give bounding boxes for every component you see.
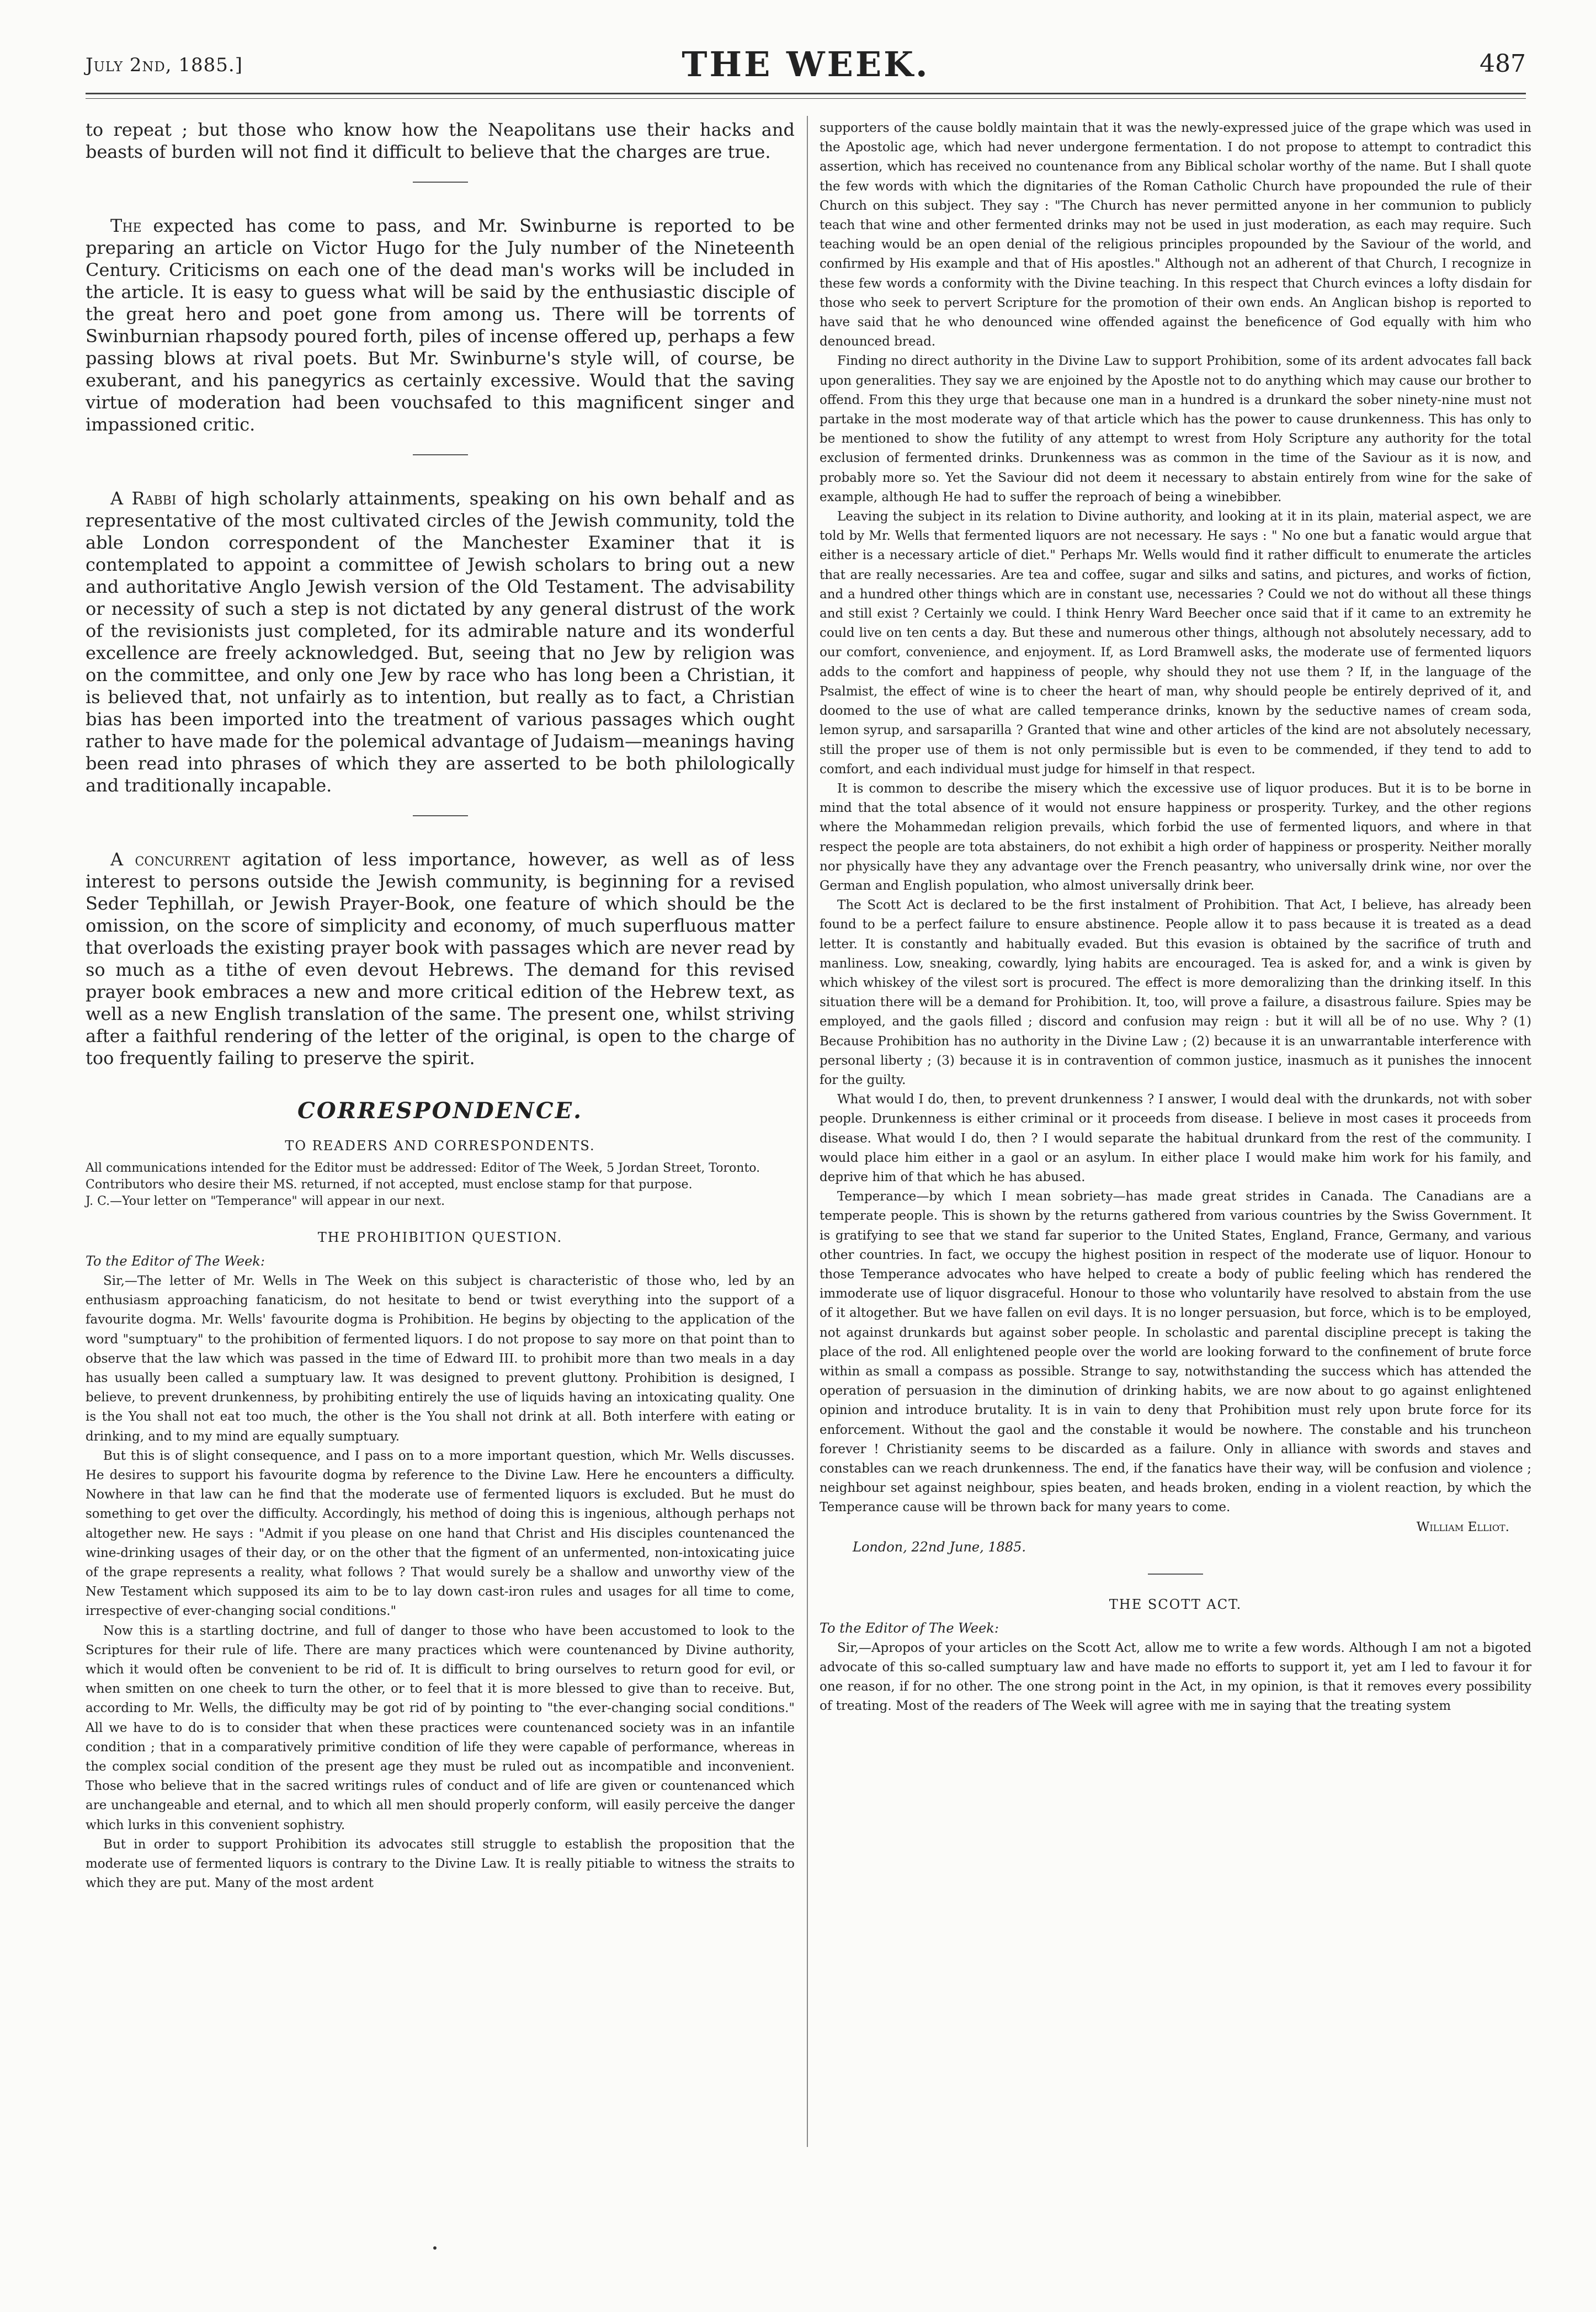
letter-paragraph: But in order to support Prohibition its advocates still struggle to establish the proposition that the moderate use of fermented liquors is contrary to the Divine Law. It is really pitiable to witness the straits to which they are put. Many of the most ardent (86, 1837, 795, 1891)
letter-paragraph: Temperance—by which I mean sobriety—has made great strides in Canada. The Canadians are a temperate people. This is shown by the returns gathered from various countries by the Swiss Government. It is gratifying to see that we stand far superior to the United States, England, France, Germany, and various other countries. In fact, we occupy the highest position in respect of the moderate use of liquor. Honour to those Temperance advocates who have helped to create a body of public feeling which has rendered the immoderate use of liquor disgraceful. Honour to those who voluntarily have resolved to abstain from the use of it altogether. But we have fallen on evil days. It is no longer persuasion, but force, which is to be employed, not against drunkards but against sober people. In scholastic and parental discipline precept is taking the place of the rod. All enlightened people over the world are looking forward to the confinement of brute force within as small a compass as possible. Strange to say, notwithstanding the success which has attended the operation of persuasion in the diminution of drinking habits, we are now about to go against enlightened opinion and introduce brutality. It is in vain to deny that Prohibition must rely upon brute force for its enforcement. Without the gaol and the constable it would be nowhere. The constable and his truncheon forever ! Christianity seems to be discarded as a failure. Only in alliance with swords and staves and constables can we reach drunkenness. The end, if the fanatics have their way, will be confusion and violence ; neighbour set against neighbour, spies beaten, and heads broken, ending in a violent reaction, by which the Temperance cause will be thrown back for many years to come. (820, 1189, 1531, 1515)
publication-title: THE WEEK. (682, 44, 930, 84)
scott-act-heading: THE SCOTT ACT. (1109, 1596, 1242, 1612)
separator (413, 182, 468, 183)
paragraph-text: of high scholarly attainments, speaking on his own behalf and as representative of the most cultivated circles of the Jewish community, told the able London correspondent of the Manchester Examiner that it is contemplated to appoint a committee of Jewish scholars to bring out a new and authoritative Anglo Jewish version of the Old Testament. The advisability or necessity of such a step is not dictated by any general distrust of the work of the revisionists just completed, for its admirable nature and its wonderful excellence are freely acknowledged. But, seeing that no Jew by religion was on the committee, and only one Jew by race who has long been a Christian, it is believed that, not unfairly as to intention, but really as to fact, a Christian bias has been imported into the treatment of various passages which ought rather to have made for the polemical advantage of Judaism—meanings having been read into phrases of which they are asserted to be both philologically and traditionally incapable. (86, 488, 795, 796)
separator (413, 454, 468, 455)
paragraph-neapolitans: to repeat ; but those who know how the Neapolitans use their hacks and beasts of burden will not find it difficult to believe that the charges are true. (86, 119, 795, 162)
left-column (86, 119, 795, 1894)
letter-paragraph: supporters of the cause boldly maintain that it was the newly-expressed juice of the grape which was used in the Apostolic age, which had never undergone fermentation. I do not propose to attempt to contradict this assertion, which has received no countenance from any Biblical scholar worthy of the name. But I shall quote the few words with which the dignitaries of the Roman Catholic Church have propounded the rule of their Church on this subject. They say : "The Church has never permitted anyone in her communion to publicly teach that wine and other fermented drinks may not be used in just moderation, as each may require. Such teaching would be an open denial of the religious principles propounded by the Saviour of the world, and confirmed by His example and that of His apostles." Although not an adherent of that Church, I recognize in these few words a conformity with the Divine teaching. In this respect that Church evinces a lofty disdain for those who seek to pervert Scripture for the promotion of their own ends. An Anglican bishop is reported to have said that he who denounced wine offended against the beneficence of God equally with him who denounced bread. (820, 121, 1531, 349)
issue-date: July 2nd, 1885.] (86, 54, 243, 76)
paragraph-text: agitation of less importance, however, as well as of less interest to persons outside the Jewish community, is beginning for a revised Seder Tephillah, or Jewish Prayer-Book, one feature of which should be the omission, on the score of simplicity and economy, of much superfluous matter that overloads the existing prayer book with passages which are never read by so much as a tithe of even devout Hebrews. The demand for this revised prayer book embraces a new and more critical edition of the Hebrew text, as well as a new English translation of the same. The present one, whilst striving after a faithful rendering of the letter of the original, is open to the charge of too frequently failing to preserve the spirit. (86, 849, 795, 1069)
letter-paragraph: Leaving the subject in its relation to Divine authority, and looking at it in its plain, material aspect, we are told by Mr. Wells that fermented liquors are not necessary. He says : " No one but a fanatic would argue that either is a necessary article of diet." Perhaps Mr. Wells would find it rather difficult to enumerate the articles that are really necessaries. Are tea and coffee, sugar and silks and satins, and pictures, and works of fiction, and a hundred other things which are in constant use, necessaries ? Could we not do without all these things and still exist ? Certainly we could. I think Henry Ward Beecher once said that if it came to an extremity he could live on ten cents a day. But these and numerous other things, although not absolutely necessary, add to our comfort, convenience, and enjoyment. If, as Lord Bramwell asks, the moderate use of fermented liquors adds to the comfort and happiness of people, why should they not use them ? If, in the language of the Psalmist, the effect of wine is to cheer the heart of man, why should people be entirely deprived of it, and doomed to the use of what are called temperance drinks, known by the seductive names of cream soda, lemon syrup, and sarsaparilla ? Granted that wine and other articles of the kind are not absolutely necessary, still the proper use of them is not only permissible but is even to be commended, if they tend to add to comfort, and each individual must judge for himself in that respect. (820, 509, 1531, 777)
paragraph-swinburne (86, 215, 795, 435)
signature: William Elliot. (1416, 1519, 1509, 1534)
letter-paragraph: Sir,—The letter of Mr. Wells in The Week on this subject is characteristic of those who, led by an enthusiasm approaching fanaticism, do not hesitate to bend or twist everything into the support of a favourite dogma. Mr. Wells' favourite dogma is Prohibition. He begins by objecting to the application of the word "sumptuary" to the prohibition of fermented liquors. I do not propose to say more on that point than to observe that the law which was passed in the time of Edward III. to prohibit more than two meals in a day has usually been called a sumptuary law. It was designed to prevent gluttony. Prohibition is designed, I believe, to prevent drunkenness, by prohibiting entirely the use of liquids having an intoxicating quality. One is the You shall not eat too much, the other is the You shall not drink at all. Both interfere with eating or drinking, and to my mind are equally sumptuary. (86, 1274, 795, 1444)
letter-paragraph: It is common to describe the misery which the excessive use of liquor produces. But it is to be borne in mind that the total absence of it would not ensure happiness or prosperity. Turkey, and the other regions where the Mohammedan religion prevails, which forbid the use of fermented liquors, and where in that respect the people are tota abstainers, do not exhibit a high order of happiness or prosperity. Neither morally nor physically have they any advantage over the French peasantry, who universally drink wine, nor over the German and English population, who almost universally drink beer. (820, 781, 1531, 893)
lead-words: A Rabbi (110, 488, 177, 509)
lead-words: The (110, 215, 142, 236)
paragraph-rabbi (86, 487, 795, 796)
correspondence-heading: CORRESPONDENCE. (297, 1098, 583, 1124)
letter-paragraph: What would I do, then, to prevent drunkenness ? I answer, I would deal with the drunkards, not with sober people. Drunkenness is either criminal or it proceeds from disease. I believe in most cases it proceeds from disease. What would I do, then ? I would separate the habitual drunkard from the rest of the community. I would place him either in a gaol or an asylum. In either place I would make him work for his family, and deprive him of that which he has abused. (820, 1092, 1531, 1184)
notice-jc: J. C.—Your letter on "Temperance" will appear in our next. (86, 1194, 445, 1208)
prohibition-heading: THE PROHIBITION QUESTION. (317, 1230, 563, 1245)
letter-paragraph: Now this is a startling doctrine, and full of danger to those who have been accustomed to look to the Scriptures for their rule of life. There are many practices which were countenanced by Divine authority, which it would often be convenient to be rid of. It is difficult to bring ourselves to return good for evil, or when smitten on one cheek to turn the other, or to feel that it is more blessed to give than to receive. But, according to Mr. Wells, the difficulty may be got rid of by pointing to "the ever-changing social conditions." All we have to do is to consider that when these practices were countenanced society was in an infantile condition ; that in a comparatively primitive condition of life they were capable of performance, whereas in the complex social condition of the present age they must be ruled out as incompatible and inconvenient. Those who believe that in the sacred writings rules of conduct and of life are given or countenanced which are unchangeable and eternal, and to which all men should properly conform, will easily perceive the danger which lurks in this convenient sophistry. (86, 1623, 795, 1832)
decorative-dot (433, 2246, 437, 2250)
dateline: London, 22nd June, 1885. (853, 1539, 1026, 1555)
readers-heading: TO READERS AND CORRESPONDENTS. (285, 1138, 595, 1154)
salutation: To the Editor of The Week: (820, 1620, 999, 1636)
header-rule-top (86, 93, 1526, 94)
separator (1148, 1574, 1203, 1575)
letter-paragraph: The Scott Act is declared to be the first instalment of Prohibition. That Act, I believe, has already been found to be a perfect failure to ensure abstinence. People allow it to pass because it is treated as a dead letter. It is constantly and habitually evaded. But this evasion is obtained by the sacrifice of truth and manliness. Low, sneaking, cowardly, lying habits are encouraged. Tea is asked for, and a wink is given by which whiskey of the vilest sort is procured. The effect is more demoralizing than the drinking itself. In this situation there will be a demand for Prohibition. It, too, will prove a failure, a disastrous failure. Spies may be employed, and the gaols filled ; discord and confusion may reign : but it will all be of no use. Why ? (1) Because Prohibition has no authority in the Divine Law ; (2) because it is an unwarrantable interference with personal liberty ; (3) because it is in contravention of common justice, inasmuch as it punishes the innocent for the guilty. (820, 898, 1531, 1087)
page-number: 487 (1480, 50, 1526, 78)
column-divider (807, 116, 808, 2147)
notice-communications: All communications intended for the Editor must be addressed: Editor of The Week, 5 Jordan Street, Toronto. (86, 1161, 760, 1175)
right-column (820, 119, 1531, 1716)
separator (413, 815, 468, 816)
masthead (86, 44, 1526, 88)
paragraph-prayer-book (86, 848, 795, 1069)
lead-words: A concurrent (110, 849, 231, 870)
salutation: To the Editor of The Week: (86, 1253, 265, 1269)
letter-paragraph: But this is of slight consequence, and I pass on to a more important question, which Mr. Wells discusses. He desires to support his favourite dogma by reference to the Divine Law. Here he encounters a difficulty. Nowhere in that law can he find that the moderate use of fermented liquors is excluded. But he must do something to get over the difficulty. Accordingly, his method of doing this is ingenious, although perhaps not altogether new. He says : "Admit if you please on one hand that Christ and His disciples countenanced the wine-drinking usages of their day, or on the other that the figment of an unfermented, non-intoxicating juice of the grape represents a reality, what follows ? That would surely be a shallow and unworthy view of the New Testament which supposed its aim to be to lay down cast-iron rules and usages for all time to come, irrespective of ever-changing social conditions." (86, 1448, 795, 1619)
letter-paragraph: Finding no direct authority in the Divine Law to support Prohibition, some of its ardent advocates fall back upon generalities. They say we are enjoined by the Apostle not to do anything which may cause our brother to offend. From this they urge that because one man in a hundred is a drunkard the sober ninety-nine must not partake in the most moderate way of that article which has the power to cause drunkenness. This has only to be mentioned to show the futility of any attempt to wrest from Holy Scripture any authority for the total exclusion of fermented drinks. Drunkenness was as common in the time of the Saviour as it is now, and probably more so. Yet the Saviour did not deem it necessary to abstain entirely from wine for the sake of example, although He had to suffer the reproach of being a winebibber. (820, 354, 1531, 504)
letter-paragraph: Sir,—Apropos of your articles on the Scott Act, allow me to write a few words. Although I am not a bigoted advocate of this so-called sumptuary law and have made no efforts to support it, yet am I led to favour it for one reason, if for no other. The one strong point in the Act, in my opinion, is that it removes every possibility of treating. Most of the readers of The Week will agree with me in saying that the treating system (820, 1640, 1531, 1714)
notice-contributors: Contributors who desire their MS. returned, if not accepted, must enclose stamp for that purpose. (86, 1178, 693, 1192)
paragraph-text: expected has come to pass, and Mr. Swinburne is reported to be preparing an article on Victor Hugo for the July number of the Nineteenth Century. Criticisms on each one of the dead man's works will be included in the article. It is easy to guess what will be said by the enthusiastic disciple of the great hero and poet gone from among us. There will be torrents of Swinburnian rhapsody poured forth, piles of incense offered up, perhaps a few passing blows at rival poets. But Mr. Swinburne's style will, of course, be exuberant, and his panegyrics as certainly excessive. Would that the saving virtue of moderation had been vouchsafed to this magnificent singer and impassioned critic. (86, 215, 795, 435)
header-rule-bottom (86, 98, 1526, 99)
